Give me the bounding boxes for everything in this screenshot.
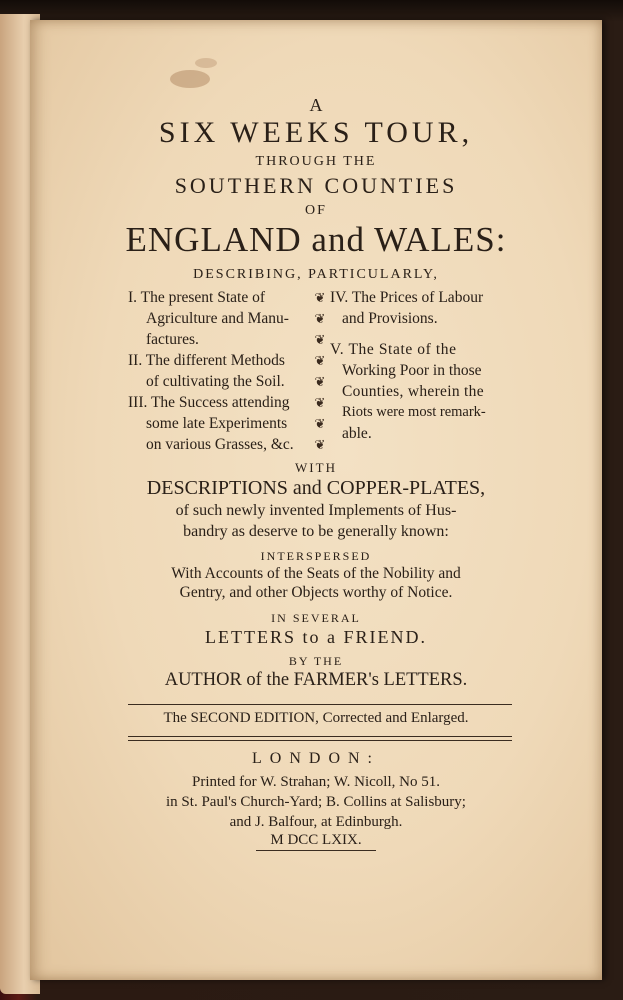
accounts-line-2: Gentry, and other Objects worthy of Notice. — [179, 584, 453, 601]
accounts-line-1: With Accounts of the Seats of the Nobility and — [171, 565, 461, 582]
rule-above-edition — [128, 704, 512, 705]
left-line: factures. — [146, 331, 199, 348]
letters-line: LETTERS to a FRIEND. — [205, 627, 427, 647]
southern-counties: SOUTHERN COUNTIES — [174, 173, 458, 198]
descriptions-line: DESCRIPTIONS and COPPER-PLATES, — [146, 477, 486, 499]
main-title: SIX WEEKS TOUR, — [158, 116, 474, 149]
by-the-line: BY THE — [288, 654, 344, 668]
book-cover-top-edge — [0, 0, 623, 22]
double-rule-lower — [128, 740, 512, 741]
author-line: AUTHOR of the FARMER's LETTERS. — [164, 670, 468, 690]
ornament-glyph: ❦ — [314, 437, 326, 452]
right-line: Counties, wherein the — [342, 383, 484, 400]
foxing-stain — [170, 70, 210, 88]
title-page — [30, 20, 602, 980]
foxing-stain — [195, 58, 217, 68]
right-line: Working Poor in those — [342, 362, 482, 379]
imprint-line-1: Printed for W. Strahan; W. Nicoll, No 51. — [192, 774, 440, 790]
ornament-glyph: ❦ — [314, 416, 326, 431]
right-line: and Provisions. — [342, 310, 438, 327]
right-line: able. — [342, 425, 372, 442]
england-and-wales: ENGLAND and WALES: — [125, 220, 507, 259]
left-line: of cultivating the Soil. — [146, 373, 285, 390]
with-line: WITH — [295, 460, 337, 475]
of-line: OF — [305, 203, 327, 218]
describing-heading: DESCRIBING, PARTICULARLY, — [193, 267, 439, 282]
right-line: V. The State of the — [330, 341, 457, 358]
right-line: Riots were most remark- — [342, 404, 486, 420]
in-several-line: IN SEVERAL — [271, 611, 361, 625]
left-line: some late Experiments — [146, 415, 288, 432]
implements-line-2: bandry as deserve to be generally known: — [183, 523, 449, 540]
ornament-glyph: ❦ — [314, 311, 326, 326]
imprint-line-3: and J. Balfour, at Edinburgh. — [229, 814, 403, 830]
left-line: on various Grasses, &c. — [146, 436, 294, 453]
date-underline — [256, 850, 376, 851]
title-article: A — [309, 95, 323, 115]
ornament-glyph: ❦ — [314, 353, 326, 368]
publication-date: M DCC LXIX. — [270, 832, 362, 848]
ornament-glyph: ❦ — [314, 395, 326, 410]
left-line: I. The present State of — [128, 289, 266, 306]
imprint-line-2: in St. Paul's Church-Yard; B. Collins at Salisbury; — [166, 794, 466, 810]
interspersed-line: INTERSPERSED — [260, 549, 372, 563]
double-rule-upper — [128, 736, 512, 737]
through-the: THROUGH THE — [255, 154, 377, 169]
edition-line: The SECOND EDITION, Corrected and Enlarged. — [163, 710, 469, 726]
left-line: II. The different Methods — [128, 352, 285, 369]
left-line: III. The Success attending — [128, 394, 290, 411]
left-line: Agriculture and Manu- — [146, 310, 289, 327]
implements-line-1: of such newly invented Implements of Hus- — [175, 502, 457, 519]
london-line: LONDON: — [252, 750, 380, 767]
ornament-glyph: ❦ — [314, 332, 326, 347]
ornament-glyph: ❦ — [314, 290, 326, 305]
right-line: IV. The Prices of Labour — [330, 289, 484, 306]
ornament-glyph: ❦ — [314, 374, 326, 389]
